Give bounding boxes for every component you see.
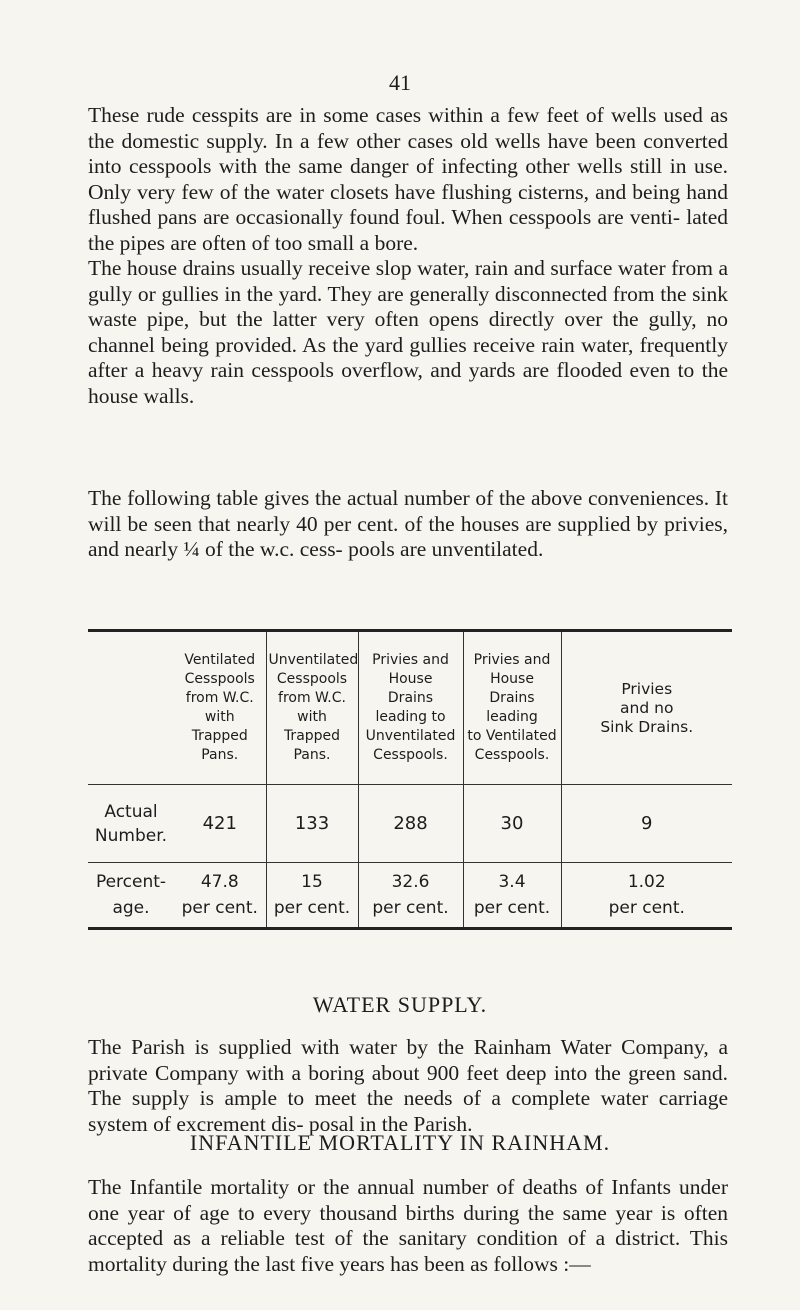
paragraph-house-drains: The house drains usually receive slop water, rain and surface water from a gully or gullies in the yard. They are generally disconnected from the sink waste pipe, but the latter very often opens directly over the gully, no channel being provided. As the yard gullies receive rain water, frequently after a heavy rain cesspools overflow, and yards are flooded even to the house walls. xyxy=(88,256,728,408)
table-cell: 9 xyxy=(561,785,732,863)
conveniences-table xyxy=(88,629,732,930)
table-header-cell: Privies and House Drains leading to Ventilated Cesspools. xyxy=(463,631,561,785)
table-cell: 1.02 per cent. xyxy=(561,863,732,929)
heading-infantile-mortality: INFANTILE MORTALITY IN RAINHAM. xyxy=(189,1130,611,1155)
table-header-cell: Unventilated Cesspools from W.C. with Trapped Pans. xyxy=(266,631,358,785)
table-header-cell xyxy=(88,631,174,785)
table-cell: 421 xyxy=(174,785,266,863)
table-cell: 288 xyxy=(358,785,463,863)
table-row-label: Actual Number. xyxy=(88,785,174,863)
paragraph-table-intro: The following table gives the actual number of the above conveniences. It will be seen that nearly 40 per cent. of the houses are supplied by privies, and nearly ¼ of the w.c. cess- pools are unventilated. xyxy=(88,486,728,561)
table-header-cell: Privies and House Drains leading to Unventilated Cesspools. xyxy=(358,631,463,785)
table-row xyxy=(88,863,732,929)
table-header-cell: Privies and no Sink Drains. xyxy=(600,679,694,736)
paragraph-cesspits: These rude cesspits are in some cases within a few feet of wells used as the domestic supply. In a few other cases old wells have been converted into cesspools with the same danger of infecting other wells still in use. Only very few of the water closets have flushing cisterns, and being hand flushed pans are occasionally found foul. When cesspools are venti- lated the pipes are often of too small a bore. xyxy=(88,103,728,255)
table-row xyxy=(88,785,732,863)
page-number: 41 xyxy=(389,70,411,95)
table-row-label: Percent- age. xyxy=(88,863,174,929)
table-header-row xyxy=(88,631,732,785)
table-cell: 133 xyxy=(266,785,358,863)
table-cell: 47.8 per cent. xyxy=(174,863,266,929)
table-header-cell: Ventilated Cesspools from W.C. with Trapped Pans. xyxy=(174,631,266,785)
table-cell: 3.4 per cent. xyxy=(463,863,561,929)
paragraph-infantile-mortality: The Infantile mortality or the annual number of deaths of Infants under one year of age to every thousand births during the same year is often accepted as a reliable test of the sanitary condition of a district. This mortality during the last five years has been as follows :— xyxy=(88,1175,728,1276)
table-cell: 30 xyxy=(463,785,561,863)
paragraph-water-supply: The Parish is supplied with water by the Rainham Water Company, a private Company with a boring about 900 feet deep into the green sand. The supply is ample to meet the needs of a complete water carriage system of excrement dis- posal in the Parish. xyxy=(88,1035,728,1136)
heading-water-supply: WATER SUPPLY. xyxy=(312,992,488,1017)
table-cell: 15 per cent. xyxy=(266,863,358,929)
table-cell: 32.6 per cent. xyxy=(358,863,463,929)
